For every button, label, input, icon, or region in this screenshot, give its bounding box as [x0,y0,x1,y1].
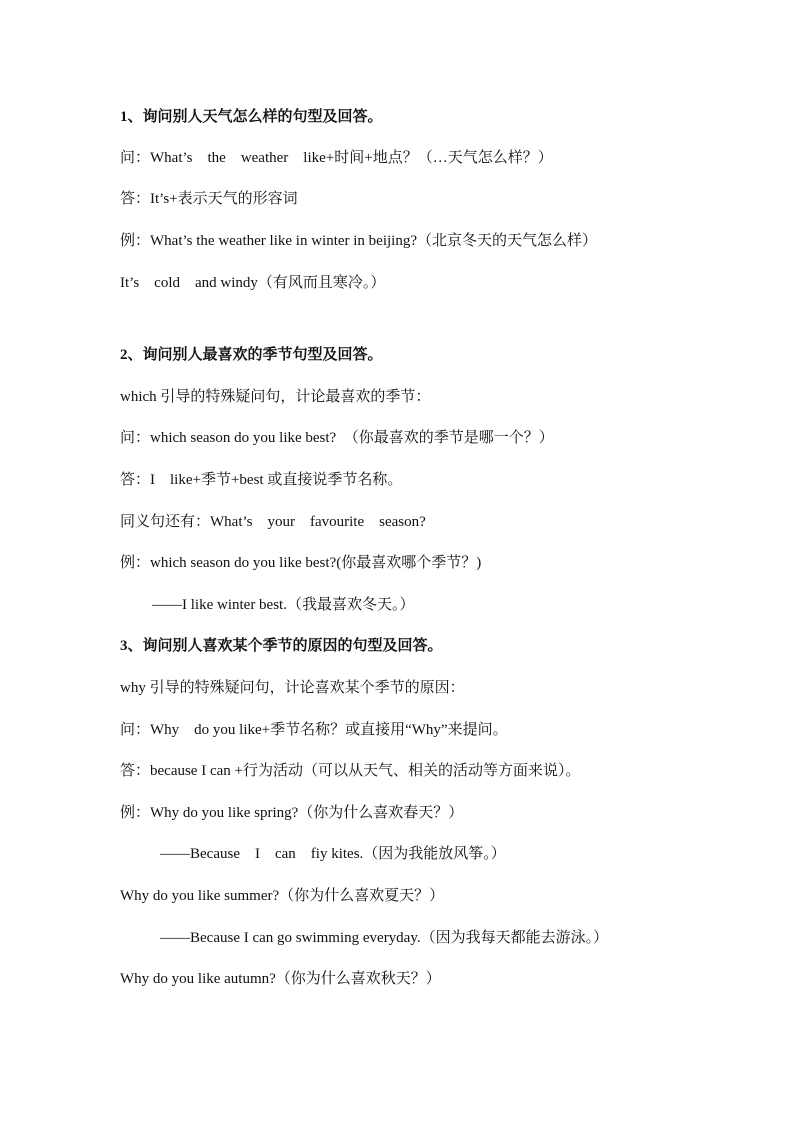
section1-example-answer: It’s cold and windy（有风而且寒冷。） [120,275,386,291]
section3-autumn-question: Why do you like autumn?（你为什么喜欢秋天？） [120,971,441,987]
section3-heading: 3、询问别人喜欢某个季节的原因的句型及回答。 [120,638,443,654]
section2-answer-pattern: 答：I like+季节+best 或直接说季节名称。 [120,472,403,488]
section2-synonym: 同义句还有：What’s your favourite season? [120,514,426,530]
section1-example: 例：What’s the weather like in winter in beijing?（北京冬天的天气怎么样） [120,233,597,249]
section1-answer-pattern: 答：It’s+表示天气的形容词 [120,191,298,207]
section3-summer-question: Why do you like summer?（你为什么喜欢夏天？） [120,888,445,904]
section3-example: 例：Why do you like spring?（你为什么喜欢春天？） [120,805,464,821]
section2-heading: 2、询问别人最喜欢的季节句型及回答。 [120,347,383,363]
section1-heading: 1、询问别人天气怎么样的句型及回答。 [120,109,383,125]
section2-example: 例：which season do you like best?(你最喜欢哪个季节？) [120,555,482,571]
section2-question-pattern: 问：which season do you like best? （你最喜欢的季节是哪一个？） [120,430,554,446]
section2-intro: which 引导的特殊疑问句，计论最喜欢的季节： [120,389,431,405]
section3-question-pattern: 问：Why do you like+季节名称？或直接用“Why”来提问。 [120,722,508,738]
section3-example-answer: ——Because I can fiy kites.（因为我能放风筝。） [160,846,506,862]
section3-intro: why 引导的特殊疑问句，计论喜欢某个季节的原因： [120,680,465,696]
section2-example-answer: ——I like winter best.（我最喜欢冬天。） [152,597,415,613]
section3-summer-answer: ——Because I can go swimming everyday.（因为我每天都能去游泳。） [160,930,609,946]
section3-answer-pattern: 答：because I can +行为活动（可以从天气、相关的活动等方面来说）。 [120,763,581,779]
section1-question-pattern: 问：What’s the weather like+时间+地点？（…天气怎么样？） [120,150,553,166]
